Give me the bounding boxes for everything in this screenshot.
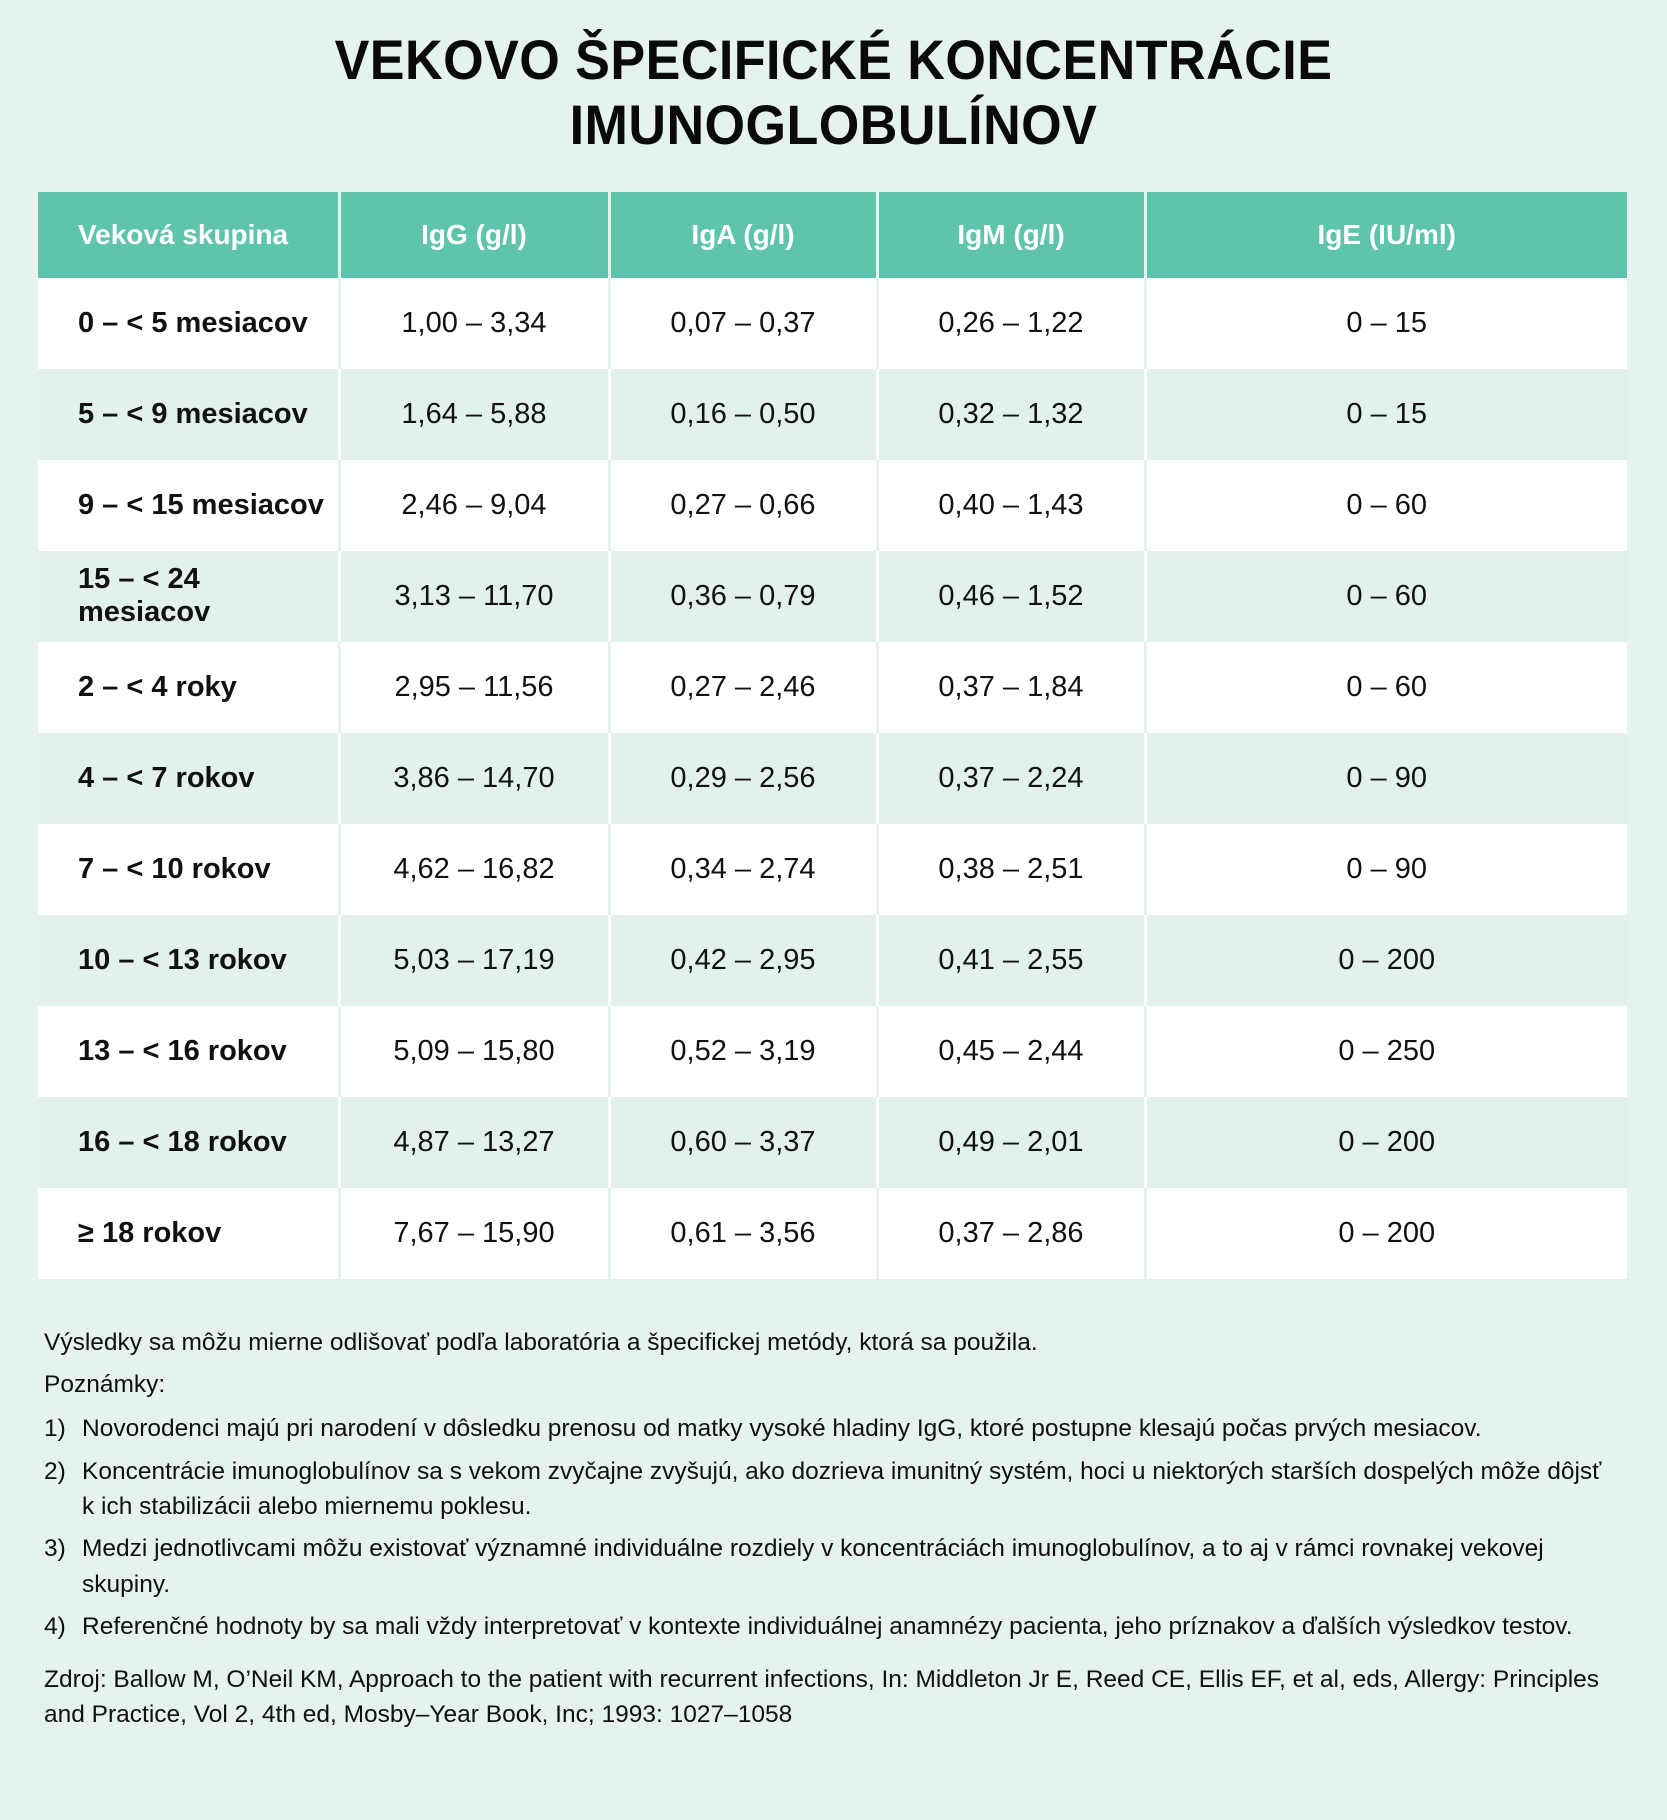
note-number: 4) [44,1612,66,1640]
cell-igm: 0,49 – 2,01 [877,1097,1145,1188]
notes-section [38,1325,1629,1733]
cell-igg: 7,67 – 15,90 [339,1188,609,1279]
column-header-iga: IgA (g/l) [609,192,877,278]
column-header-igg: IgG (g/l) [339,192,609,278]
cell-age-group: 0 – < 5 mesiacov [38,278,339,369]
note-number: 1) [44,1415,66,1443]
cell-age-group: 2 – < 4 roky [38,642,339,733]
note-text: Novorodenci majú pri narodení v dôsledku prenosu od matky vysoké hladiny IgG, ktoré postupne klesajú počas prvých mesiacov. [82,1415,1482,1443]
cell-igm: 0,45 – 2,44 [877,1006,1145,1097]
table-row [38,460,1627,551]
cell-igm: 0,40 – 1,43 [877,460,1145,551]
cell-ige: 0 – 90 [1145,824,1627,915]
cell-ige: 0 – 200 [1145,1097,1627,1188]
cell-iga: 0,29 – 2,56 [609,733,877,824]
cell-age-group: 4 – < 7 rokov [38,733,339,824]
cell-ige: 0 – 90 [1145,733,1627,824]
cell-igg: 1,00 – 3,34 [339,278,609,369]
cell-iga: 0,60 – 3,37 [609,1097,877,1188]
cell-igg: 5,09 – 15,80 [339,1006,609,1097]
cell-age-group: 15 – < 24 mesiacov [38,551,339,642]
table-row [38,915,1627,1006]
table-row [38,733,1627,824]
table-row [38,551,1627,642]
cell-age-group: 7 – < 10 rokov [38,824,339,915]
table-row [38,642,1627,733]
cell-ige: 0 – 200 [1145,1188,1627,1279]
cell-igm: 0,37 – 1,84 [877,642,1145,733]
cell-age-group: 5 – < 9 mesiacov [38,369,339,460]
cell-age-group: 16 – < 18 rokov [38,1097,339,1188]
cell-igg: 5,03 – 17,19 [339,915,609,1006]
table-header-row [38,192,1627,278]
cell-iga: 0,52 – 3,19 [609,1006,877,1097]
immunoglobulin-reference-table [38,192,1627,1279]
cell-igm: 0,38 – 2,51 [877,824,1145,915]
cell-igg: 3,13 – 11,70 [339,551,609,642]
cell-igm: 0,46 – 1,52 [877,551,1145,642]
cell-age-group: ≥ 18 rokov [38,1188,339,1279]
note-text: Referenčné hodnoty by sa mali vždy interpretovať v kontexte individuálnej anamnézy pacienta, jeho príznakov a ďalších výsledkov testov. [82,1612,1573,1640]
cell-iga: 0,27 – 2,46 [609,642,877,733]
cell-igg: 4,62 – 16,82 [339,824,609,915]
cell-iga: 0,61 – 3,56 [609,1188,877,1279]
note-number: 2) [44,1457,66,1485]
notes-lead-text: Výsledky sa môžu mierne odlišovať podľa laboratória a špecifickej metódy, ktorá sa použila. [44,1328,1038,1356]
cell-iga: 0,16 – 0,50 [609,369,877,460]
cell-age-group: 13 – < 16 rokov [38,1006,339,1097]
cell-ige: 0 – 250 [1145,1006,1627,1097]
note-item [44,1411,1623,1446]
cell-igm: 0,32 – 1,32 [877,369,1145,460]
table-header [38,192,1627,278]
note-item [44,1531,1623,1602]
cell-igm: 0,41 – 2,55 [877,915,1145,1006]
column-header-igm: IgM (g/l) [877,192,1145,278]
cell-ige: 0 – 60 [1145,460,1627,551]
cell-age-group: 9 – < 15 mesiacov [38,460,339,551]
cell-ige: 0 – 60 [1145,551,1627,642]
cell-igg: 2,95 – 11,56 [339,642,609,733]
notes-list [44,1411,1623,1644]
cell-igg: 2,46 – 9,04 [339,460,609,551]
table-row [38,1006,1627,1097]
note-text: Medzi jednotlivcami môžu existovať významné individuálne rozdiely v koncentráciách imunoglobulínov, a to aj v rámci rovnakej vekovej skupiny. [82,1535,1544,1598]
source-citation: Zdroj: Ballow M, O’Neil KM, Approach to the patient with recurrent infections, In: Middleton Jr E, Reed CE, Ellis EF, et al, eds, Allergy: Principles and Practice, Vol 2, 4th ed, Mosby–Year Book, Inc; 1993: 1027–1058 [44,1666,1600,1729]
cell-igm: 0,26 – 1,22 [877,278,1145,369]
notes-heading: Poznámky: [44,1371,166,1399]
table-body [38,278,1627,1279]
cell-iga: 0,42 – 2,95 [609,915,877,1006]
cell-iga: 0,27 – 0,66 [609,460,877,551]
note-item [44,1454,1623,1525]
cell-iga: 0,07 – 0,37 [609,278,877,369]
cell-age-group: 10 – < 13 rokov [38,915,339,1006]
table-row [38,824,1627,915]
column-header-ige: IgE (IU/ml) [1145,192,1627,278]
table-row [38,369,1627,460]
page-title: VEKOVO ŠPECIFICKÉ KONCENTRÁCIE IMUNOGLOBULÍNOV [334,28,1333,156]
cell-igg: 1,64 – 5,88 [339,369,609,460]
column-header-age-group: Veková skupina [38,192,339,278]
cell-iga: 0,36 – 0,79 [609,551,877,642]
table-row [38,278,1627,369]
cell-igm: 0,37 – 2,86 [877,1188,1145,1279]
table-row [38,1188,1627,1279]
note-number: 3) [44,1535,66,1563]
cell-ige: 0 – 15 [1145,278,1627,369]
cell-ige: 0 – 15 [1145,369,1627,460]
note-item [44,1609,1623,1644]
cell-ige: 0 – 60 [1145,642,1627,733]
note-text: Koncentrácie imunoglobulínov sa s vekom zvyčajne zvyšujú, ako dozrieva imunitný systém, hoci u niektorých starších dospelých môže dôjsť k ich stabilizácii alebo miernemu poklesu. [82,1457,1602,1520]
cell-ige: 0 – 200 [1145,915,1627,1006]
cell-igg: 4,87 – 13,27 [339,1097,609,1188]
cell-igm: 0,37 – 2,24 [877,733,1145,824]
cell-igg: 3,86 – 14,70 [339,733,609,824]
table-row [38,1097,1627,1188]
cell-iga: 0,34 – 2,74 [609,824,877,915]
